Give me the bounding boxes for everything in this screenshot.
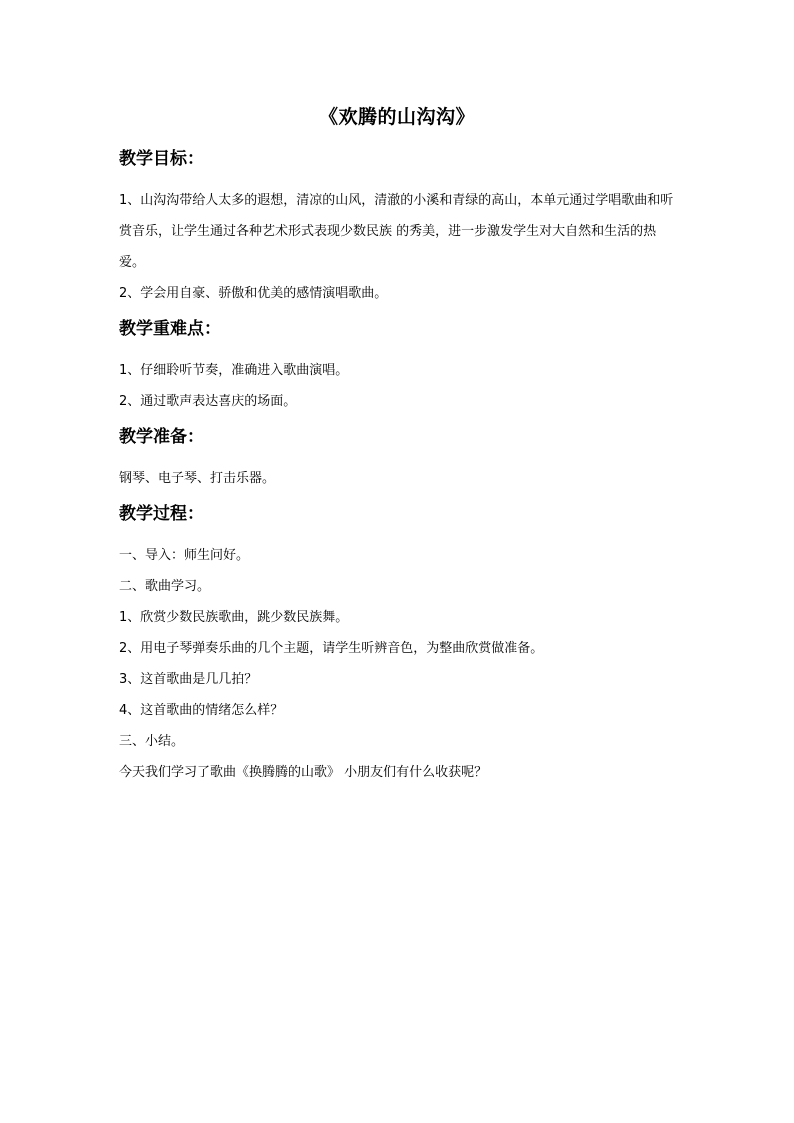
paragraph: 1、仔细聆听节奏，准确进入歌曲演唱。 <box>119 363 349 378</box>
section-heading: 教学目标： <box>119 149 204 169</box>
paragraph: 2、用电子琴弹奏乐曲的几个主题，请学生听辨音色，为整曲欣赏做准备。 <box>119 641 544 656</box>
document-title: 《欢腾的山沟沟》 <box>318 106 475 128</box>
section-heading: 教学准备： <box>119 427 204 447</box>
paragraph: 今天我们学习了歌曲《换腾腾的山歌》 小朋友们有什么收获呢？ <box>119 765 488 780</box>
paragraph: 1、欣赏少数民族歌曲，跳少数民族舞。 <box>119 610 349 625</box>
section-preparation <box>119 426 679 494</box>
section-teaching-process <box>119 503 679 788</box>
paragraph: 2、学会用自豪、骄傲和优美的感情演唱歌曲。 <box>119 286 388 301</box>
paragraph: 二、歌曲学习。 <box>119 579 211 594</box>
paragraph: 三、小结。 <box>119 734 185 749</box>
section-teaching-goals <box>119 148 679 309</box>
paragraph: 2、通过歌声表达喜庆的场面。 <box>119 394 297 409</box>
section-heading: 教学重难点： <box>119 319 221 339</box>
paragraph: 一、导入：师生问好。 <box>119 548 250 563</box>
section-key-difficulties <box>119 318 679 417</box>
paragraph: 1、山沟沟带给人太多的遐想，清凉的山风，清澈的小溪和青绿的高山，本单元通过学唱歌曲和听赏音乐，让学生通过各种艺术形式表现少数民族 的秀美，进一步激发学生对大自然和生活的热爱。 <box>119 193 674 270</box>
paragraph: 3、这首歌曲是几几拍？ <box>119 672 258 687</box>
paragraph: 4、这首歌曲的情绪怎么样？ <box>119 703 284 718</box>
document-body <box>119 148 679 788</box>
section-heading: 教学过程： <box>119 504 204 524</box>
paragraph: 钢琴、电子琴、打击乐器。 <box>119 471 276 486</box>
